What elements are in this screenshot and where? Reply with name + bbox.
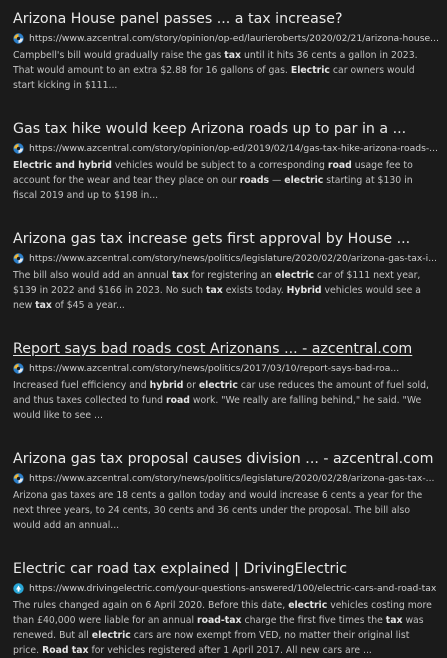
result-url[interactable]: https://www.azcentral.com/story/opinion/op-ed/laurieroberts/2020/02/21/arizona-house... [29, 32, 439, 44]
result-title-link[interactable]: Electric car road tax explained | DrivingElectric [13, 561, 348, 577]
result-snippet [13, 598, 434, 656]
azcentral-favicon-icon [13, 473, 24, 484]
snippet-text: The rules changed again on 6 April 2020. Before this date, [13, 600, 289, 611]
snippet-highlight: Electric [290, 65, 330, 76]
snippet-text: Arizona gas taxes are 18 cents a gallon today and would increase 6 cents a year for the next three years, to 24 cents, 30 cents and 36 cents under the proposal. The bill also would add an annual... [13, 490, 423, 531]
snippet-text: work. "We really are falling behind," he said. "We would like to see ... [13, 395, 422, 421]
snippet-text: was renewed. But all [13, 615, 424, 641]
result-snippet [13, 378, 434, 423]
result-title-link[interactable]: Arizona House panel passes ... a tax increase? [13, 11, 343, 27]
result-url[interactable]: https://www.azcentral.com/story/news/politics/legislature/2020/02/28/arizona-gas-tax-... [29, 472, 435, 484]
snippet-highlight: electric [288, 600, 328, 611]
snippet-highlight: Electric and hybrid [13, 160, 112, 171]
snippet-highlight: Hybrid [286, 285, 322, 296]
snippet-highlight: road [165, 395, 190, 406]
result-snippet [13, 488, 434, 533]
snippet-highlight: tax [171, 270, 189, 281]
snippet-highlight: electric [284, 175, 324, 186]
snippet-text: vehicles would see a new [13, 285, 422, 311]
result-url[interactable]: https://www.azcentral.com/story/opinion/op-ed/2019/02/14/gas-tax-hike-arizona-roads-... [29, 142, 438, 154]
result-url-row [13, 361, 434, 375]
snippet-text: until it hits 36 cents a gallon in 2023. That would amount to an extra $2.88 for 16 gallons of gas. [13, 50, 418, 76]
snippet-highlight: road-tax [197, 615, 242, 626]
snippet-text: of $45 a year... [51, 300, 125, 311]
result-url-row [13, 471, 434, 485]
result-snippet [13, 48, 434, 93]
result-url[interactable]: https://www.azcentral.com/story/news/politics/2017/03/10/report-says-bad-roa... [29, 362, 400, 374]
result-snippet [13, 268, 434, 313]
search-result [13, 450, 434, 533]
snippet-text: cars are now exempt from VED, no matter their original list price. [13, 630, 410, 656]
snippet-highlight: Road tax [42, 645, 89, 656]
snippet-highlight: tax [224, 50, 242, 61]
search-result [13, 560, 437, 656]
azcentral-favicon-icon [13, 253, 24, 264]
result-url-row [13, 251, 437, 265]
result-url-row [13, 141, 438, 155]
result-url-row [13, 31, 439, 45]
snippet-text: or [183, 380, 199, 391]
azcentral-favicon-icon [13, 143, 24, 154]
snippet-text: car use reduces the amount of fuel sold, and thus taxes collected to fund [13, 380, 429, 406]
result-url[interactable]: https://www.azcentral.com/story/news/politics/legislature/2020/02/20/arizona-gas-tax-i... [29, 252, 437, 264]
snippet-highlight: electric [198, 380, 238, 391]
snippet-highlight: tax [35, 300, 52, 311]
azcentral-favicon-icon [13, 363, 24, 374]
snippet-text: vehicles would be subject to a corresponding [111, 160, 328, 171]
snippet-text: The bill also would add an annual [13, 270, 172, 281]
result-title-link[interactable]: Arizona gas tax proposal causes division ... - azcentral.com [13, 451, 434, 467]
snippet-highlight: tax [206, 285, 223, 296]
snippet-highlight: tax [385, 615, 403, 626]
result-snippet [13, 158, 434, 203]
snippet-highlight: hybrid [149, 380, 184, 391]
snippet-text: vehicles costing more than £40,000 were liable for an annual [13, 600, 432, 626]
result-url[interactable]: https://www.drivingelectric.com/your-questions-answered/100/electric-cars-and-road-tax [29, 582, 437, 594]
snippet-text: charge the first five times the [241, 615, 386, 626]
search-result [13, 120, 438, 203]
search-result [13, 340, 434, 423]
snippet-text: for registering an [188, 270, 276, 281]
result-url-row [13, 581, 437, 595]
search-result [13, 10, 439, 93]
snippet-text: for vehicles registered after 1 April 2017. All new cars are ... [88, 645, 372, 656]
drivingelectric-favicon-icon [13, 583, 24, 594]
snippet-highlight: electric [91, 630, 131, 641]
snippet-text: — [269, 175, 285, 186]
snippet-highlight: electric [275, 270, 315, 281]
snippet-highlight: road [327, 160, 352, 171]
snippet-text: car of $111 next year, $139 in 2022 and $166 in 2023. No such [13, 270, 421, 296]
snippet-text: Campbell's bill would gradually raise the gas [13, 50, 225, 61]
snippet-highlight: roads [239, 175, 270, 186]
snippet-text: usage fee to account for the wear and tear they place on our [13, 160, 413, 186]
snippet-text: car owners would start kicking in $111... [13, 65, 415, 91]
azcentral-favicon-icon [13, 33, 24, 44]
result-title-link[interactable]: Report says bad roads cost Arizonans ... - azcentral.com [13, 341, 413, 357]
result-title-link[interactable]: Gas tax hike would keep Arizona roads up to par in a ... [13, 121, 407, 137]
search-result [13, 230, 437, 313]
snippet-text: exists today. [222, 285, 287, 296]
snippet-text: starting at $130 in fiscal 2019 and up to $198 in... [13, 175, 413, 201]
result-title-link[interactable]: Arizona gas tax increase gets first approval by House ... [13, 231, 411, 247]
snippet-text: Increased fuel efficiency and [13, 380, 150, 391]
